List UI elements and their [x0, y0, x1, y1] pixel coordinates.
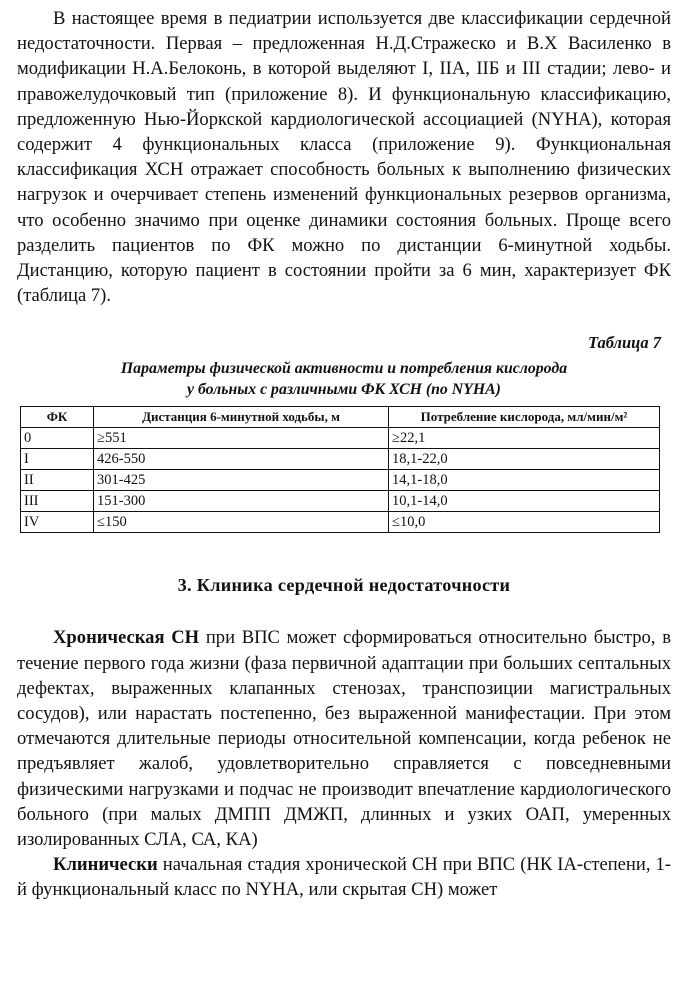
header-oxygen: Потребление кислорода, мл/мин/м² — [389, 407, 660, 428]
table-header-row — [21, 407, 660, 428]
table-row — [21, 449, 660, 470]
table-label: Таблица 7 — [587, 333, 661, 353]
chronic-hf-paragraph — [17, 625, 671, 852]
intro-paragraph: В настоящее время в педиатрии используется две классификации сердечной недостаточности. Первая – предложенная Н.Д.Стражеско и В.Х Василенко в модификации Н.А.Белоконь, в которой выделяют I, IIА, IIБ и III стадии; лево- и правожелудочковый тип (приложение 8). И функциональную классификацию, предложенную Нью-Йоркской кардиологической ассоциацией (NYHA), которая содержит 4 функциональных класса (приложение 9). Функциональная классификация ХСН отражает способность больных к выполнению физических нагрузок и очерчивает степень изменений функциональных резервов организма, что особенно значимо при оценке динамики состояния больных. Проще всего разделить пациентов по ФК можно по дистанции 6-минутной ходьбы. Дистанцию, которую пациент в состоянии пройти за 6 мин, характеризует ФК (таблица 7). — [17, 8, 671, 307]
data-table — [20, 406, 660, 533]
cell-distance: 301-425 — [94, 470, 389, 491]
table-row — [21, 512, 660, 533]
clinical-lead: Клинически — [53, 854, 158, 876]
table-caption — [17, 358, 671, 400]
table-row — [21, 491, 660, 512]
cell-oxygen: 18,1-22,0 — [389, 449, 660, 470]
clinical-text: начальная стадия хронической СН при ВПС (НК IА-степени, 1-й функциональный класс по NYHA, или скрытая СН) может — [17, 854, 671, 901]
header-fk: ФК — [21, 407, 94, 428]
cell-fk: II — [21, 470, 94, 491]
chronic-hf-text: при ВПС может сформироваться относительно быстро, в течение первого года жизни (фаза первичной адаптации при больших септальных дефектах, выраженных клапанных стенозах, транспозиции магистральных сосудов), или нарастать постепенно, без выраженной манифестации. При этом отмечаются длительные периоды относительной компенсации, когда ребенок не предъявляет жалоб, удовлетворительно справляется с повседневными физическими нагрузками и подчас не производит впечатление кардиологического больного (при малых ДМПП ДМЖП, длинных и узких ОАП, умеренных изолированных СЛА, СА, КА) — [17, 627, 671, 851]
cell-fk: IV — [21, 512, 94, 533]
table-caption-line-2: у больных с различными ФК ХСН (по NYHA) — [187, 381, 501, 399]
cell-oxygen: ≤10,0 — [389, 512, 660, 533]
cell-oxygen: 14,1-18,0 — [389, 470, 660, 491]
clinical-paragraph — [17, 852, 671, 902]
header-distance: Дистанция 6-минутной ходьбы, м — [94, 407, 389, 428]
cell-distance: 426-550 — [94, 449, 389, 470]
cell-fk: 0 — [21, 428, 94, 449]
cell-fk: I — [21, 449, 94, 470]
cell-distance: 151-300 — [94, 491, 389, 512]
table-row — [21, 428, 660, 449]
section-title: 3. Клиника сердечной недостаточности — [177, 575, 511, 596]
cell-oxygen: 10,1-14,0 — [389, 491, 660, 512]
cell-distance: ≤150 — [94, 512, 389, 533]
cell-oxygen: ≥22,1 — [389, 428, 660, 449]
cell-distance: ≥551 — [94, 428, 389, 449]
table-row — [21, 470, 660, 491]
cell-fk: III — [21, 491, 94, 512]
chronic-hf-lead: Хроническая СН — [53, 627, 200, 649]
table-caption-line-1: Параметры физической активности и потребления кислорода — [120, 360, 568, 378]
